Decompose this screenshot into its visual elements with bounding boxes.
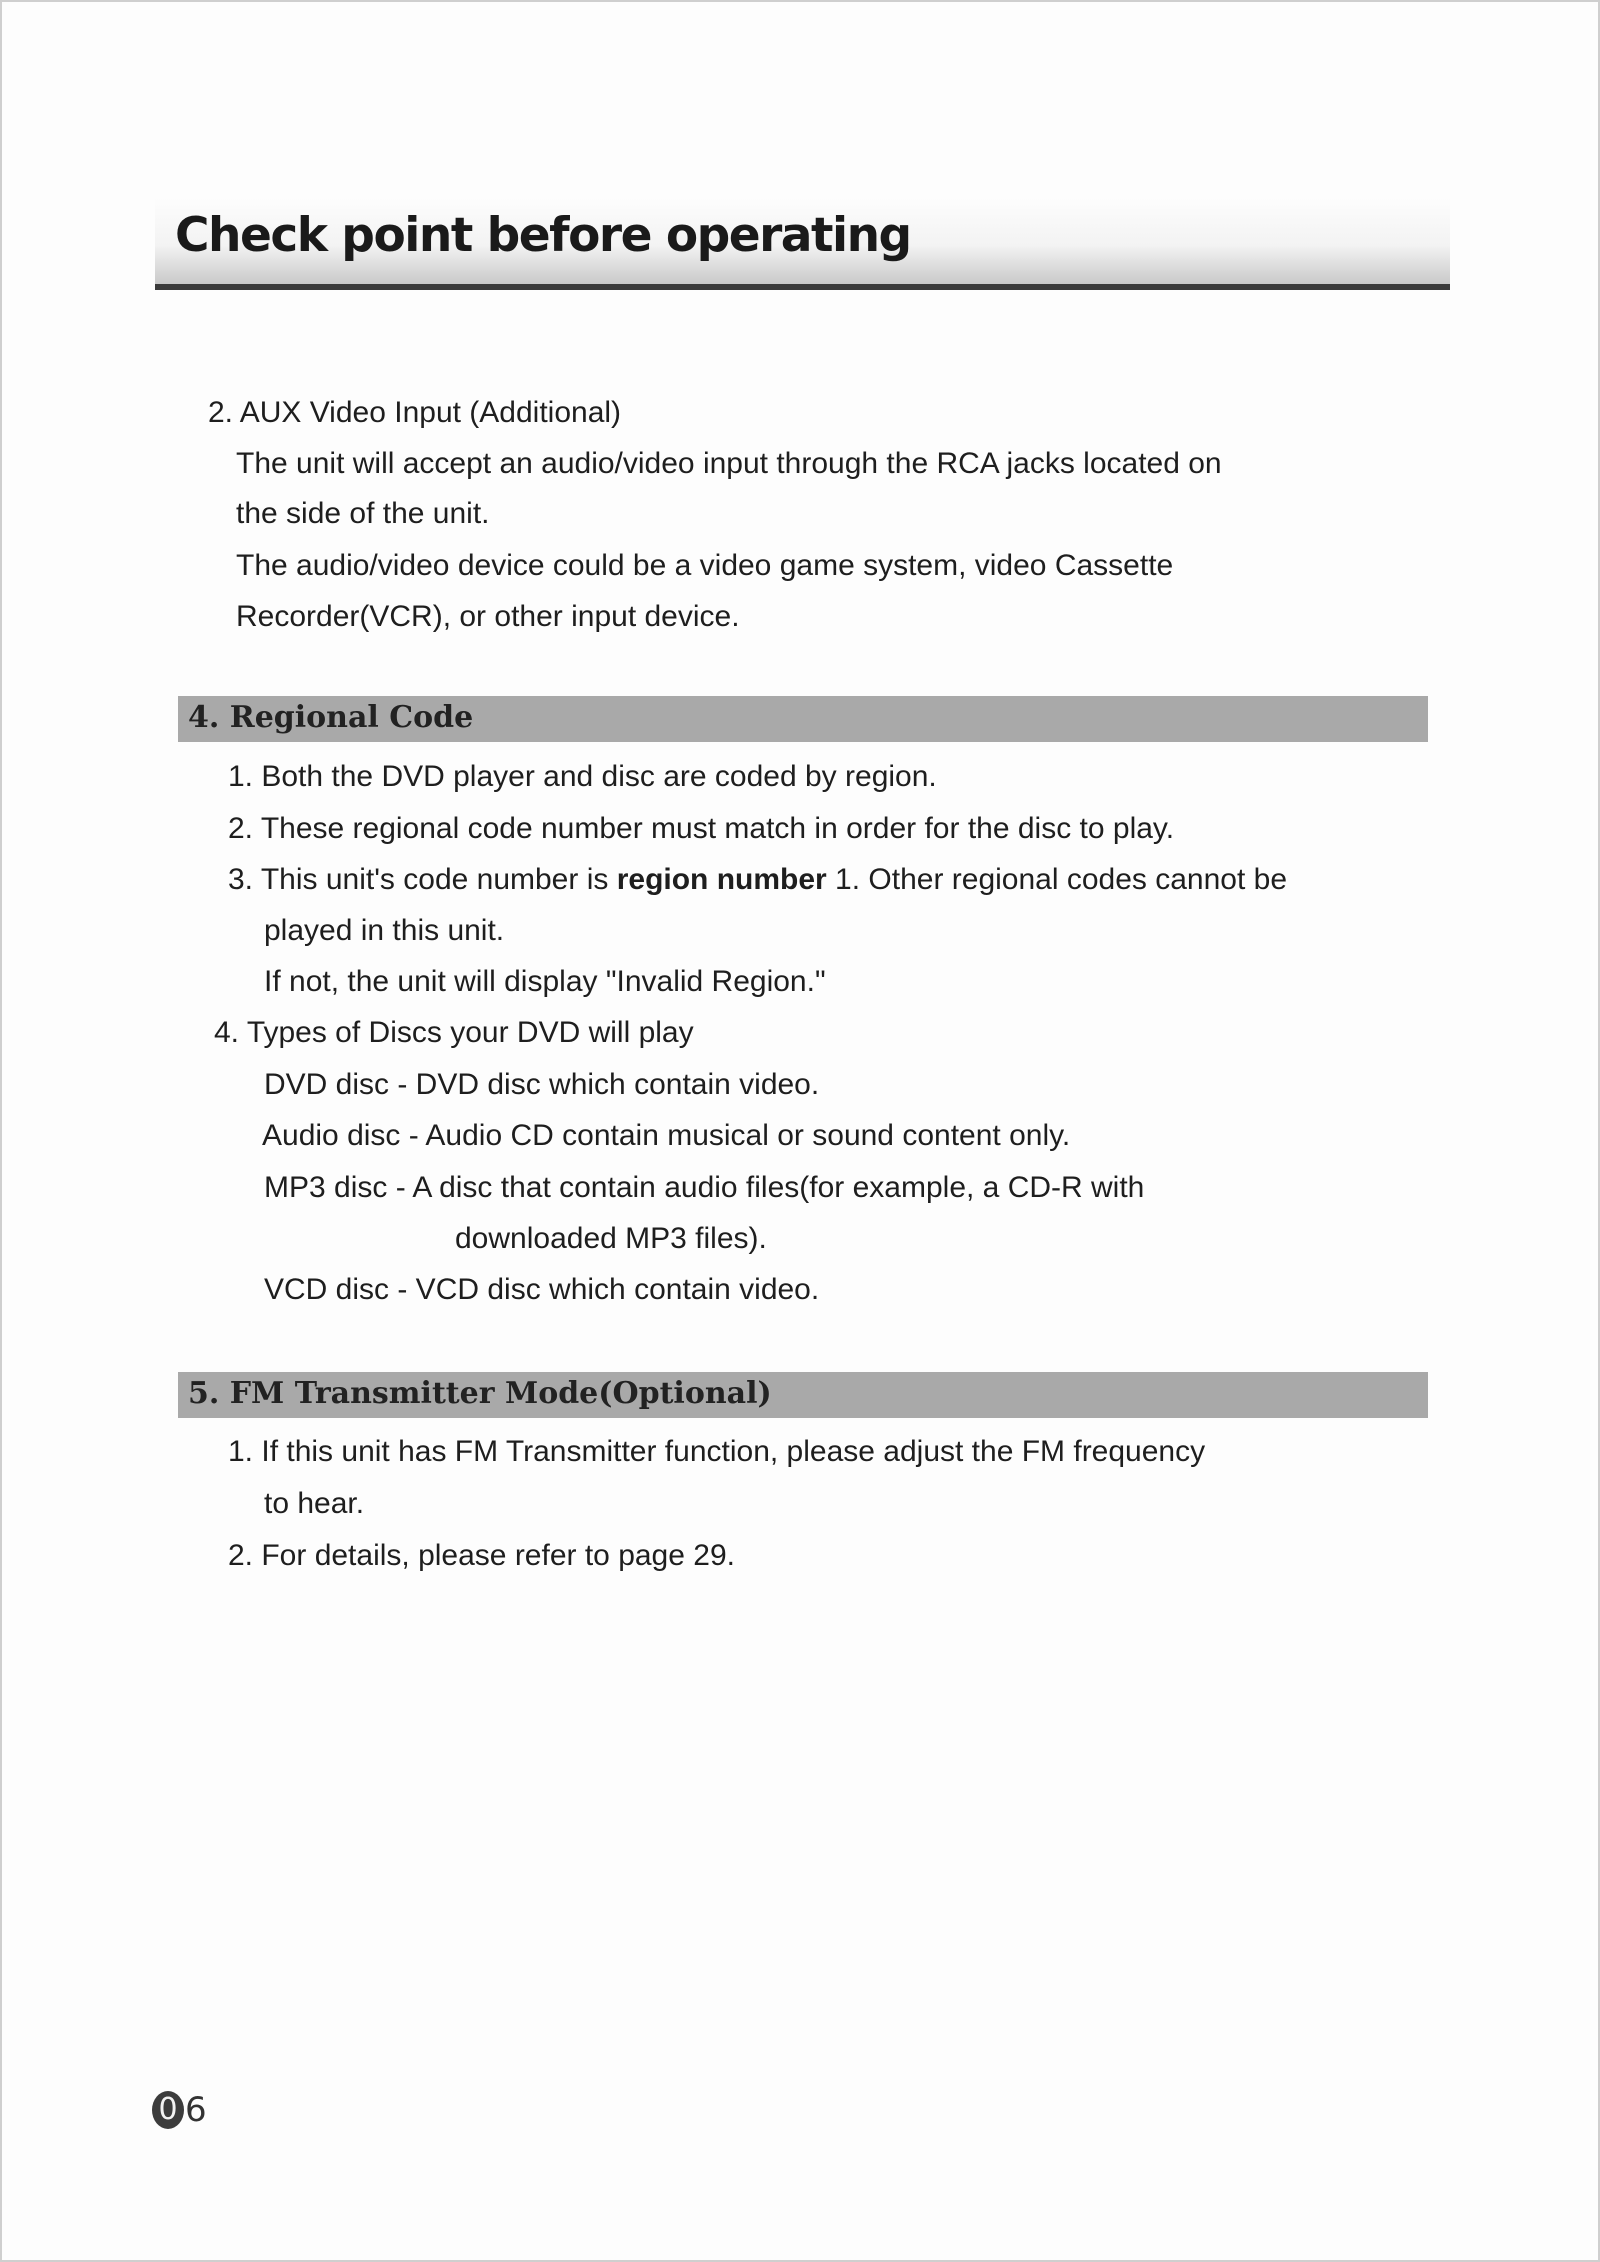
fm-section-bar <box>178 1372 1428 1418</box>
regional-item-3-cont: played in this unit. <box>264 914 505 947</box>
page-title: Check point before operating <box>175 208 911 263</box>
region-number-emphasis: region number <box>616 863 827 896</box>
fm-item-2: 2. For details, please refer to page 29. <box>228 1539 735 1572</box>
regional-item-4: 4. Types of Discs your DVD will play <box>214 1016 694 1049</box>
regional-item-3-text-end: 1. Other regional codes cannot be <box>826 863 1288 896</box>
title-banner <box>155 198 1450 290</box>
aux-line-4: Recorder(VCR), or other input device. <box>236 600 740 633</box>
page-number-digit: 6 <box>185 2090 207 2130</box>
disc-type-mp3: MP3 disc - A disc that contain audio files(for example, a CD-R with <box>264 1171 1145 1204</box>
page-number <box>152 2087 207 2133</box>
fm-item-1-cont: to hear. <box>264 1487 365 1520</box>
regional-item-1: 1. Both the DVD player and disc are coded by region. <box>228 760 937 793</box>
fm-heading: 5. FM Transmitter Mode(Optional) <box>188 1376 772 1411</box>
disc-type-audio: Audio disc - Audio CD contain musical or sound content only. <box>262 1119 1071 1152</box>
disc-type-dvd: DVD disc - DVD disc which contain video. <box>264 1068 820 1101</box>
disc-type-mp3-cont: downloaded MP3 files). <box>455 1222 767 1255</box>
regional-item-3-note: If not, the unit will display "Invalid Region." <box>264 965 826 998</box>
regional-item-3 <box>228 862 1287 898</box>
regional-heading: 4. Regional Code <box>188 700 474 735</box>
page-number-digit-circled: 0 <box>152 2091 184 2129</box>
aux-heading: 2. AUX Video Input (Additional) <box>208 396 622 429</box>
aux-line-2: the side of the unit. <box>236 497 490 530</box>
aux-line-3: The audio/video device could be a video game system, video Cassette <box>236 549 1174 582</box>
regional-item-3-text: 3. This unit's code number is <box>228 863 617 896</box>
fm-item-1: 1. If this unit has FM Transmitter function, please adjust the FM frequency <box>228 1435 1206 1468</box>
disc-type-vcd: VCD disc - VCD disc which contain video. <box>264 1273 820 1306</box>
regional-section-bar <box>178 696 1428 742</box>
aux-line-1: The unit will accept an audio/video input through the RCA jacks located on <box>236 447 1222 480</box>
regional-item-2: 2. These regional code number must match in order for the disc to play. <box>228 812 1175 845</box>
